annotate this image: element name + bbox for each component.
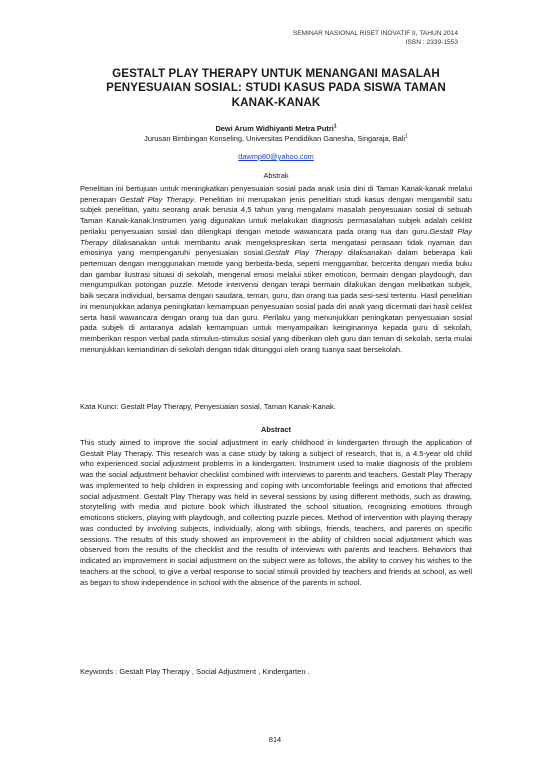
author-email <box>80 152 472 161</box>
paper-title <box>70 67 482 110</box>
title-line-1: GESTALT PLAY THERAPY UNTUK MENANGANI MASALAH <box>112 67 440 80</box>
abstrak-part-2: . Penelitian ini merupakan jenis penelitian studi kasus dengan mengambil satu subjek penelitian, yaitu seorang anak berusia 4,5 tahun yang mengalami masalah penyesuaian sosial di sebuah Taman Kanak-kanak.Instrumen yang digunakan untuk melakukan diagnosis permasalahan subjek adalah ceklist perilaku penyesuaian sosial dan dilengkapi dengan metode wawancara pada orang tua dan guru. <box>80 194 473 236</box>
abstrak-part-4: dilaksanakan dalam beberapa kali pertemuan dengan menggunakan metode yang berbeda-beda, seperti menggambar, bercerita dengan media buku dan gambar ilustrasi situasi di sekolah, mengenal emosi melalui stiker emoticon, bermain dengan playdough, dan mengumpulkan potongan puzzle. Metode intervensi dengan terapi bermain dilakukan dengan melibatkan subjek, baik secara individual, bersama dengan saudara, teman, guru, dan orang tua pada sesi-sesi tertentu. Hasil penelitian ini menunjukkan adanya peningkatan kemampuan penyesuaian sosial pada diri anak yang dicermati dari hasil ceklist serta hasil wawancara dengan orang tua dan guru. Perilaku yang menunjukkan peningkatan penyesuaian sosial pada subjek di antaranya adalah kemampuan untuk menyampaikan keinginannya kepada guru di sekolah, memberikan respon verbal pada stimulus-stimulus sosial yang diberikan oleh guru dan teman di sekolah, serta mulai menunjukkan kemandirian di sekolah dengan tidak ditunggui oleh orang tuanya saat bersekolah. <box>80 248 472 354</box>
abstract-body: This study aimed to improve the social adjustment in early childhood in kindergarten through the application of Gestalt Play Therapy. This research was a case study by taking a subject of research, that is, a 4.5-year old child who experienced social adjustment problems in a kindergarten. Instrument used to make diagnosis of the problem was the social adjustment behavior checklist combined with interviews to parents and teachers. Gestalt Play Therapy was implemented to help children in expressing and coping with uncomfortable feelings and emotions that affected social adjustment. Gestalt Play Therapy was held in several sessions by using different methods, such as drawing, storytelling with media and picture book which illustrated the school situation, recognizing emotions through emoticons stickers, playing with playdough, and collecting puzzle pieces. Method of intervention with playing therapy was conducted by involving subjects, individually, along with siblings, friends, teachers, and parents on specific sessions. The results of this study showed an improvement in the ability of children social adjustment which was observed from the results of the checklist and the results of interviews with parents and teachers. Behaviors that indicated an improvement in social adjustment on the subject were as follows, the ability to convey his wishes to the teachers at the school, to give a verbal response to social stimuli provided by teachers and friends at school, as well as began to show independence in school with the absence of the parents in school. <box>80 438 472 587</box>
header-seminar: SEMINAR NASIONAL RISET INOVATIF II, TAHUN 2014 <box>292 30 458 37</box>
abstrak-part-3: dilaksanakan untuk membantu anak mengekspresikan serta mengatasi perasaan tidak nyaman dan emosinya yang mempengaruhi penyesuaian sosial. <box>80 237 472 258</box>
abstract-heading: Abstract <box>261 425 291 434</box>
author-name-text: Dewi Arum Widhiyanti Metra Putri <box>215 124 334 133</box>
keywords: Keywords : Gestalt Play Therapy , Social Adjustment , Kindergarten . <box>80 667 310 676</box>
abstrak-term-1: Gestalt Play Therapy <box>119 194 194 204</box>
page-number: 814 <box>268 735 282 744</box>
author-name <box>80 124 472 133</box>
affiliation-text: Jurusan Bimbingan Konseling, Universitas Pendidikan Ganesha, Singaraja, Bali <box>144 134 406 143</box>
header-issn: ISSN : 2339-1553 <box>405 38 458 46</box>
abstrak-term-2: Gestalt Play Therapy <box>80 226 473 247</box>
author-superscript: 1 <box>333 123 337 130</box>
kata-kunci: Kata Kunci: Gestalt Play Therapy, Penyesuaian sosial, Taman Kanak-Kanak. <box>80 402 336 411</box>
title-line-2: PENYESUAIAN SOSIAL: STUDI KASUS PADA SISWA TAMAN <box>106 81 446 95</box>
abstrak-part-1: Penelitian ini bertujuan untuk meningkatkan penyesuaian sosial pada anak usia dini di Taman Kanak-kanak melalui penerapan <box>80 184 472 204</box>
abstrak-term-3: Gestalt Play Therapy <box>265 248 343 258</box>
abstrak-heading: Abstrak <box>263 171 289 180</box>
title-line-3: KANAK-KANAK <box>231 95 321 109</box>
abstrak-body <box>80 184 472 356</box>
author-affiliation <box>80 134 472 143</box>
email-link[interactable]: dawmp80@yahoo.com <box>238 152 314 161</box>
running-header <box>293 30 458 47</box>
affiliation-superscript: 1 <box>405 133 408 140</box>
